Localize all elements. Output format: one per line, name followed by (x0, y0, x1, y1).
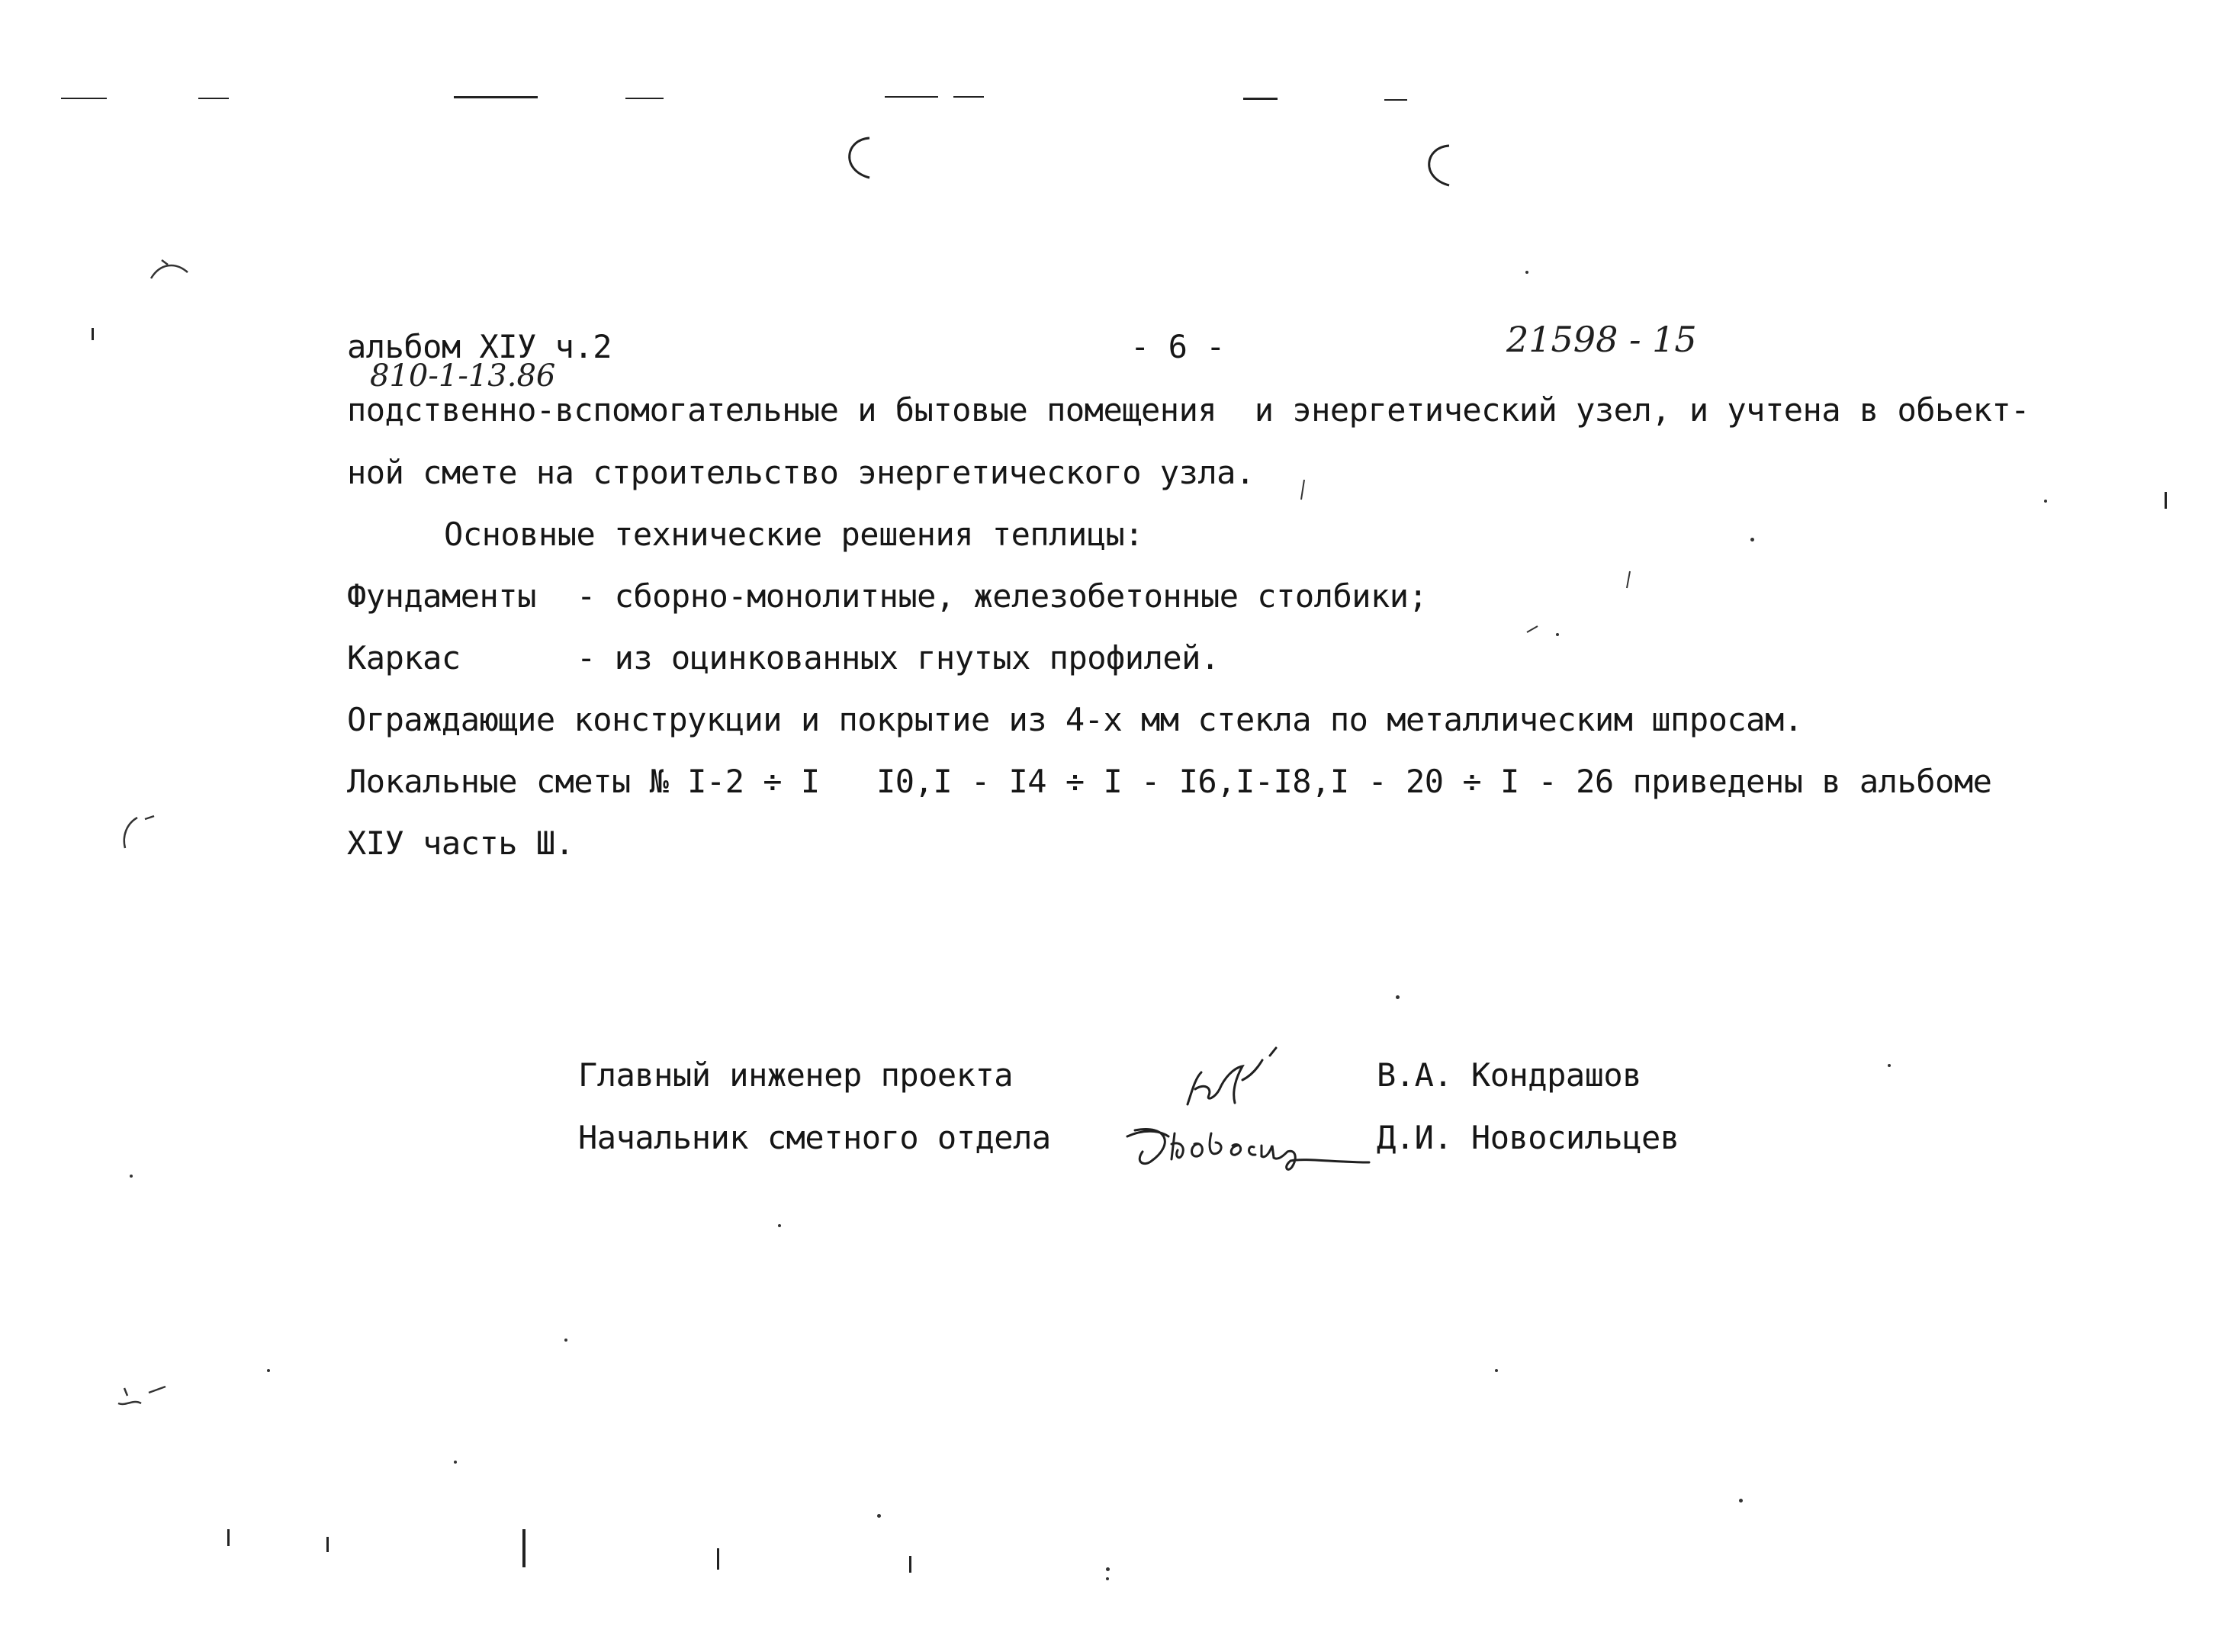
paragraph-1-line-2: ной смете на строительство энергетического узла. (347, 454, 1255, 491)
dust-speck (2044, 500, 2047, 503)
dust-speck (1556, 633, 1559, 636)
dust-speck (1888, 1064, 1891, 1067)
enclosure-line: Ограждающие конструкции и покрытие из 4-х мм стекла по металлическим шпросам. (347, 701, 1803, 738)
dust-speck (877, 1514, 881, 1518)
dust-speck (1739, 1499, 1743, 1503)
signature-role-chief-engineer: Главный инженер проекта (578, 1056, 1014, 1094)
scan-edge-line (1243, 98, 1278, 100)
scan-tick (717, 1548, 719, 1570)
scan-edge-line (61, 98, 107, 99)
scan-edge-line (953, 96, 984, 98)
page-number: - 6 - (1130, 328, 1225, 365)
scan-tick (909, 1556, 911, 1573)
scan-tick (92, 328, 94, 340)
foundation-term: Фундаменты (347, 577, 536, 615)
album-reference: альбом XIУ ч.2 (347, 328, 612, 365)
scan-edge-line (625, 98, 664, 99)
signature-name-chief-engineer: В.А. Кондрашов (1377, 1056, 1642, 1094)
pencil-mark (1525, 622, 1541, 637)
pencil-mark (1297, 477, 1312, 507)
edge-mark (114, 808, 168, 854)
estimates-line-2: XIУ часть Ш. (347, 824, 574, 862)
dust-speck (267, 1369, 270, 1372)
edge-mark (145, 256, 198, 301)
punch-mark-right (1419, 141, 1464, 194)
signature-role-estimates-head: Начальник сметного отдела (578, 1119, 1051, 1156)
frame-term: Каркас (347, 639, 461, 677)
dust-speck (564, 1339, 567, 1342)
signature-name-estimates-head: Д.И. Новосильцев (1377, 1119, 1679, 1156)
dust-speck (1106, 1567, 1110, 1571)
dust-speck (454, 1461, 457, 1464)
scan-edge-line (1384, 99, 1407, 101)
scan-tick (227, 1529, 230, 1546)
dust-speck (1525, 271, 1528, 274)
dust-speck (1106, 1577, 1109, 1580)
scan-edge-line (454, 96, 538, 98)
scan-edge-line (198, 98, 229, 99)
scan-tick (326, 1537, 329, 1552)
project-code: 810-1-13.86 (370, 358, 556, 394)
dust-speck (1750, 538, 1754, 542)
paragraph-1-line-1: подственно-вспомогательные и бытовые помещения и энергетический узел, и учтена в обьект- (347, 391, 2030, 429)
paragraph-2: Основные технические решения теплицы: (444, 516, 1144, 553)
handwritten-signature-kondrashov (1178, 1045, 1293, 1121)
dust-speck (1495, 1369, 1498, 1372)
pencil-mark (1621, 568, 1636, 599)
estimates-line-1: Локальные сметы № I-2 ÷ I I0,I - I4 ÷ I - I6,I-I8,I - 20 ÷ I - 26 приведены в альбоме (347, 763, 1992, 800)
scan-tick (522, 1529, 526, 1567)
handwritten-signature-novosiltsev (1121, 1114, 1380, 1178)
punch-mark-left (839, 133, 885, 187)
stamp-number: 21598 - 15 (1506, 319, 1697, 360)
scan-tick (2165, 492, 2167, 509)
edge-mark (111, 1373, 179, 1419)
dust-speck (130, 1175, 133, 1178)
frame-description: - из оцинкованных гнутых профилей. (577, 639, 1220, 677)
scan-edge-line (885, 96, 938, 98)
dust-speck (778, 1224, 781, 1227)
dust-speck (1396, 995, 1400, 999)
foundation-description: - сборно-монолитные, железобетонные столбики; (577, 577, 1428, 615)
